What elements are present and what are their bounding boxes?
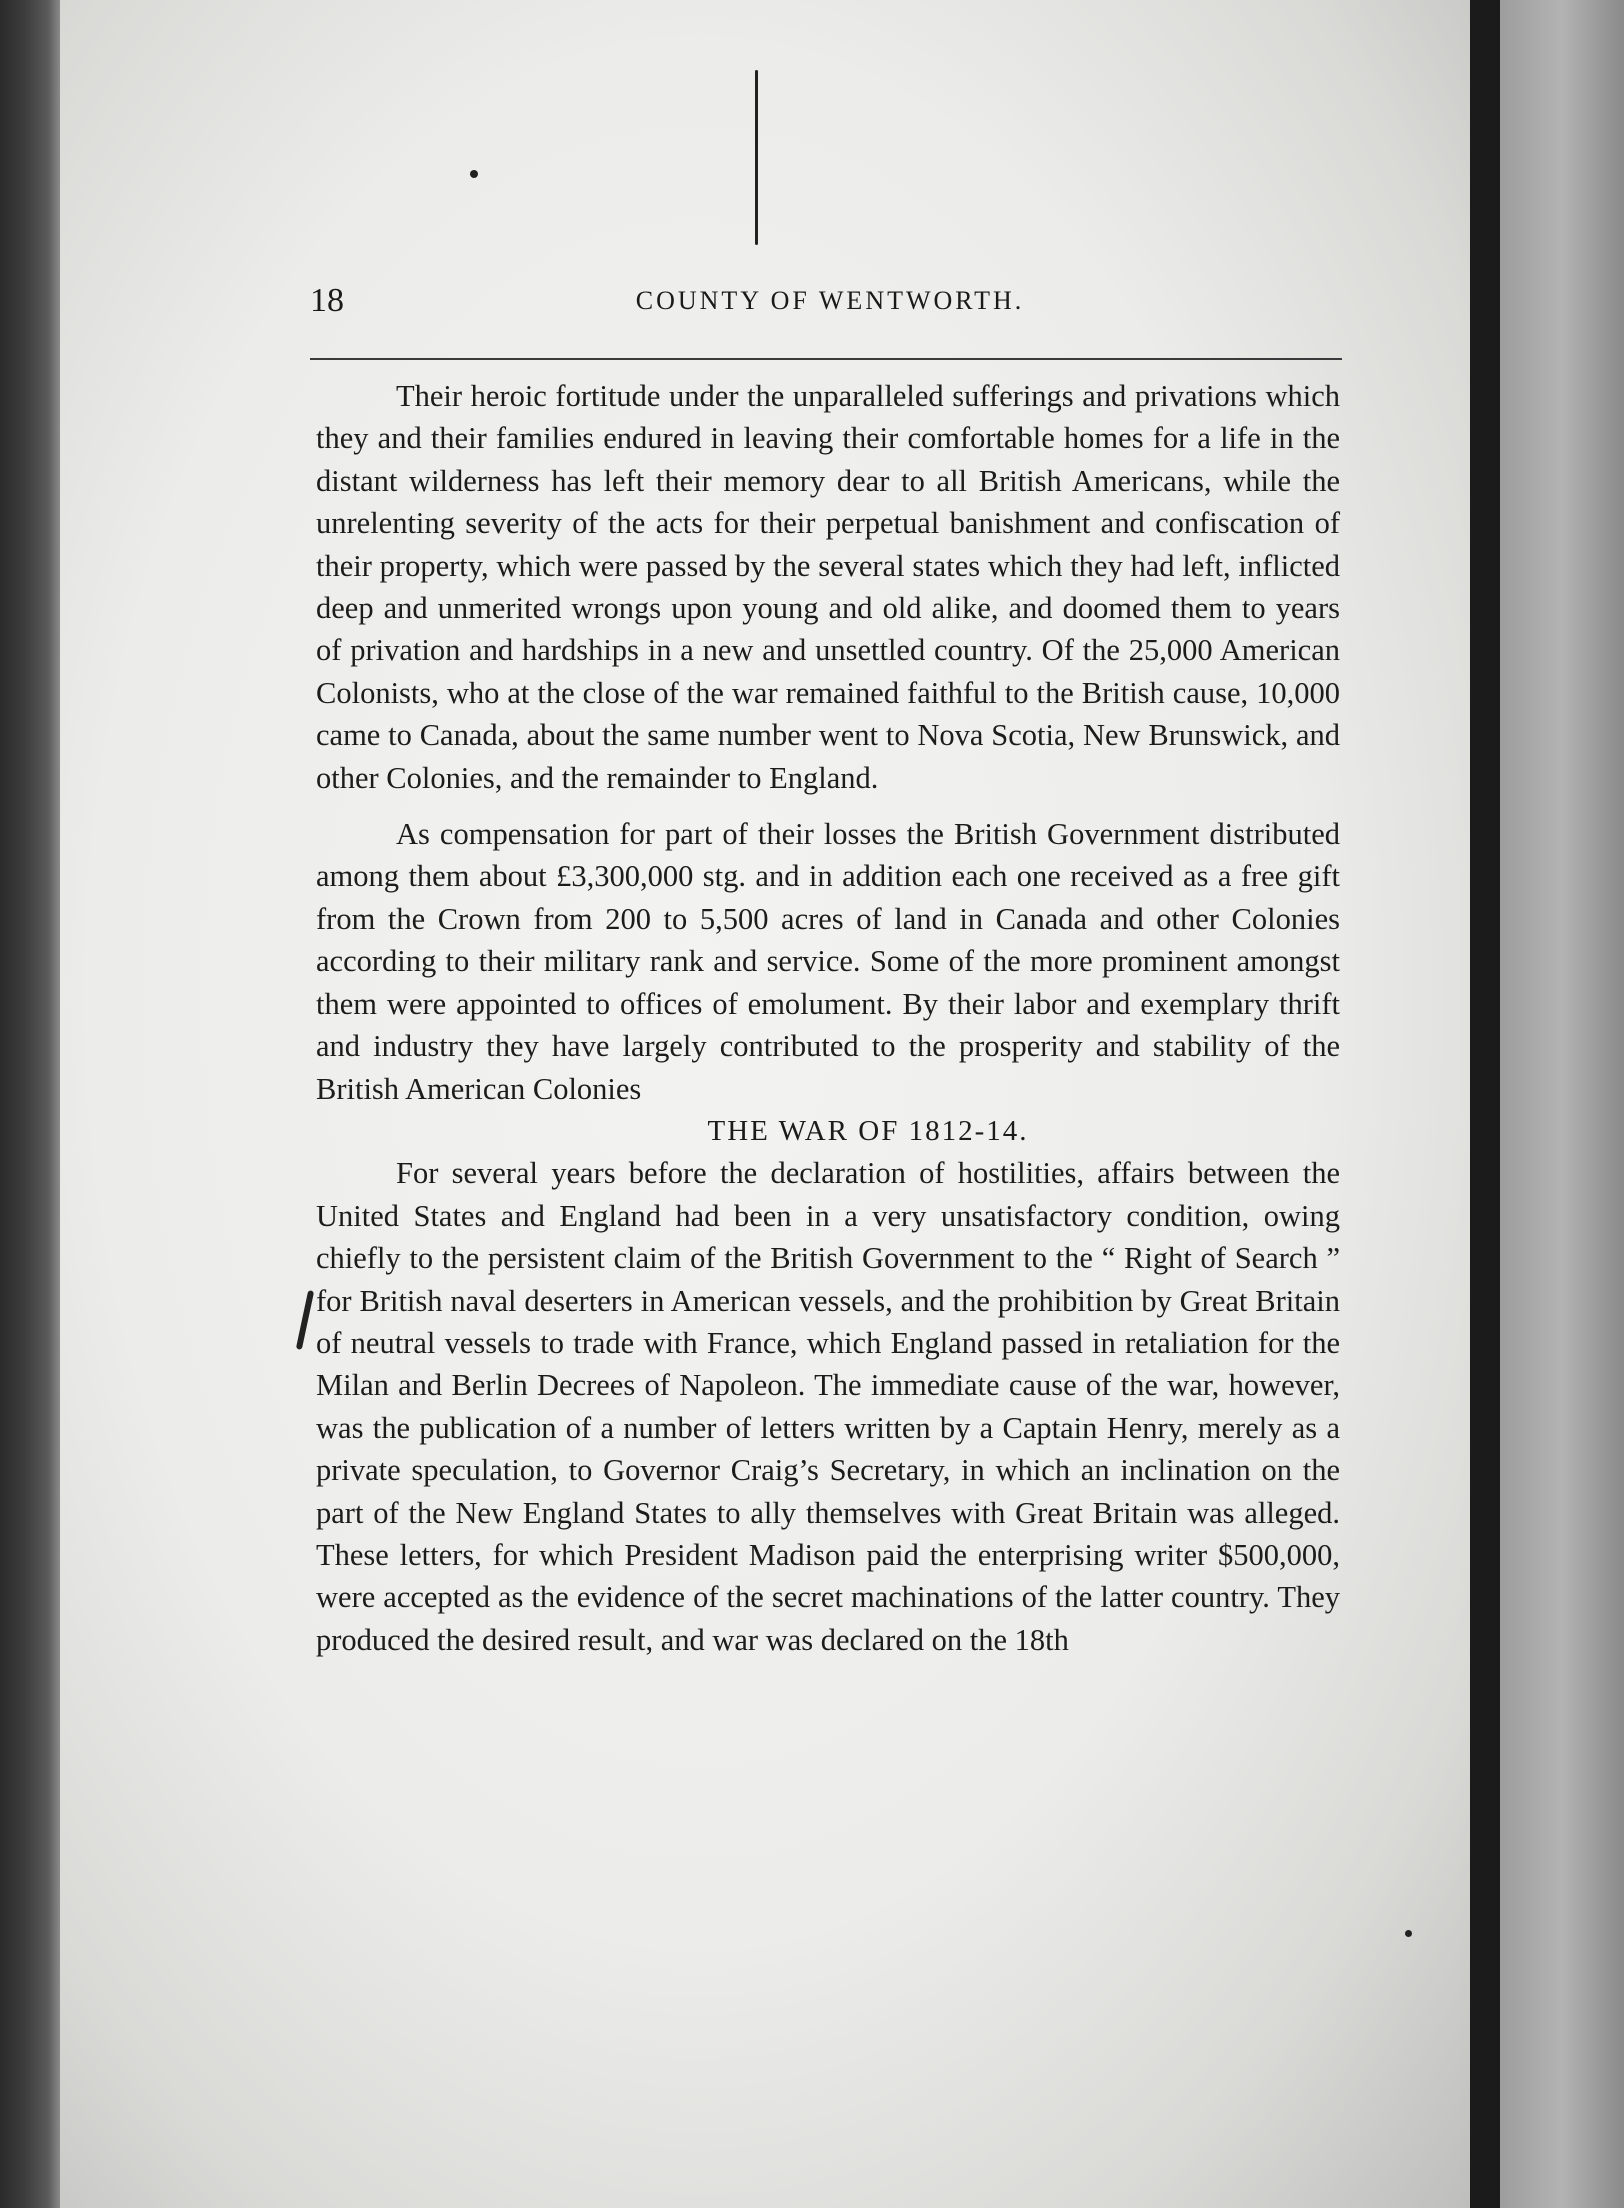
- scan-blemish: [470, 170, 478, 178]
- page-number: 18: [310, 282, 344, 319]
- header-rule: [310, 358, 1342, 360]
- page-edge-shadow: [1470, 0, 1500, 2208]
- paragraph-war-causes: For several years before the declaration of hostilities, affairs between the United States and England had been in a very unsatisfactory condition, owing chiefly to the persistent claim of the British Government to the “ Right of Search ” for British naval deserters in American vessels, and the prohibition by Great Britain of neutral vessels to trade with France, which England passed in retaliation for the Milan and Berlin Decrees of Napoleon. The immediate cause of the war, however, was the publication of a number of letters written by a Captain Henry, merely as a private speculation, to Governor Craig’s Secretary, in which an inclination on the part of the New England States to ally themselves with Great Britain was alleged. These letters, for which President Madison paid the enterprising writer $500,000, were accepted as the evidence of the secret machinations of the latter country. They produced the desired result, and war was declared on the 18th: [316, 1156, 1340, 1657]
- body-text: [316, 375, 1340, 1661]
- book-title: COUNTY OF WENTWORTH.: [635, 286, 1025, 315]
- running-header: [310, 282, 1350, 322]
- scan-blemish: [1405, 1930, 1412, 1937]
- book-binding-shadow: [0, 0, 60, 2208]
- paragraph-compensation: As compensation for part of their losses the British Government distributed among them about £3,300,000 stg. and in addition each one received as a free gift from the Crown from 200 to 5,500 acres of land in Canada and other Colonies according to their military rank and service. Some of the more prominent amongst them were appointed to offices of emolument. By their labor and exemplary thrift and industry they have largely contributed to the prosperity and stability of the British American Colonies: [316, 817, 1340, 1106]
- section-heading: THE WAR OF 1812-14.: [707, 1114, 1029, 1147]
- paragraph-loyalist-fortitude: Their heroic fortitude under the unparalleled sufferings and privations which they and their families endured in leaving their comfortable homes for a life in the distant wilderness has left their memory dear to all British Americans, while the unrelenting severity of the acts for their perpetual banishment and confiscation of their property, which were passed by the several states which they had left, inflicted deep and unmerited wrongs upon young and old alike, and doomed them to years of privation and hardships in a new and unsettled country. Of the 25,000 American Colonists, who at the close of the war remained faithful to the British cause, 10,000 came to Canada, about the same number went to Nova Scotia, New Brunswick, and other Colonies, and the remainder to England.: [316, 379, 1340, 795]
- adjacent-page-strip: [1500, 0, 1624, 2208]
- scan-blemish: [755, 70, 758, 245]
